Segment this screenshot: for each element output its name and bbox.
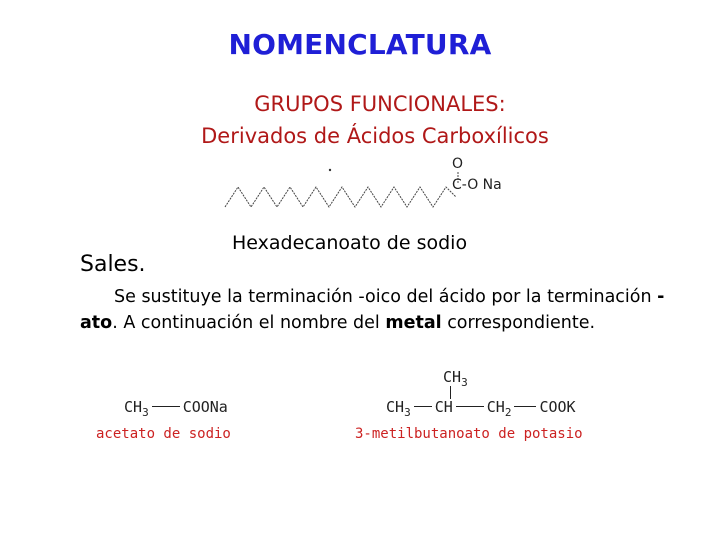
compound-name: Hexadecanoato de sodio [232, 232, 468, 254]
formula-potassium-3-methylbutanoate [386, 398, 576, 419]
single-bond [514, 406, 536, 407]
formula-group: COONa [182, 398, 228, 416]
rule-text-1: Se sustituye la terminación -oico del ácido por la terminación [114, 287, 652, 307]
formula-group: COOK [539, 398, 576, 416]
subtitle-line-1: GRUPOS FUNCIONALES: [254, 92, 506, 116]
single-bond [456, 406, 484, 407]
single-bond [414, 406, 432, 407]
formula-ch: CH [434, 398, 453, 416]
rule-suffix-ato: -ato [80, 287, 665, 333]
single-bond [152, 406, 180, 407]
section-heading: Sales. [80, 252, 146, 277]
formula-ch: CH [124, 398, 143, 416]
page-title: NOMENCLATURA [228, 28, 492, 61]
rule-text-2: . A continuación el nombre del [112, 313, 386, 333]
formula-subscript: 3 [142, 406, 149, 419]
formula-ch: CH [443, 368, 462, 386]
rule-text-3: correspondiente. [441, 313, 596, 333]
rule-paragraph [80, 284, 680, 336]
caption-potassium-3-methylbutanoate: 3-metilbutanoato de potasio [355, 426, 583, 442]
dot-mark [329, 169, 331, 171]
formula-ch: CH [486, 398, 505, 416]
carboxylate-label: C-O Na [452, 177, 502, 193]
oxygen-label: O [452, 156, 464, 172]
formula-subscript: 3 [404, 406, 411, 419]
carbon-chain [225, 187, 456, 207]
hexadecanoate-structure [220, 152, 520, 214]
formula-ch: CH [386, 398, 405, 416]
caption-sodium-acetate: acetato de sodio [96, 426, 231, 442]
subtitle-line-2: Derivados de Ácidos Carboxílicos [201, 124, 549, 148]
formula-sodium-acetate [124, 398, 228, 419]
formula-subscript: 2 [504, 406, 512, 419]
formula-subscript: 3 [461, 376, 468, 389]
rule-metal: metal [385, 313, 442, 333]
formula-methyl-branch [443, 368, 468, 389]
